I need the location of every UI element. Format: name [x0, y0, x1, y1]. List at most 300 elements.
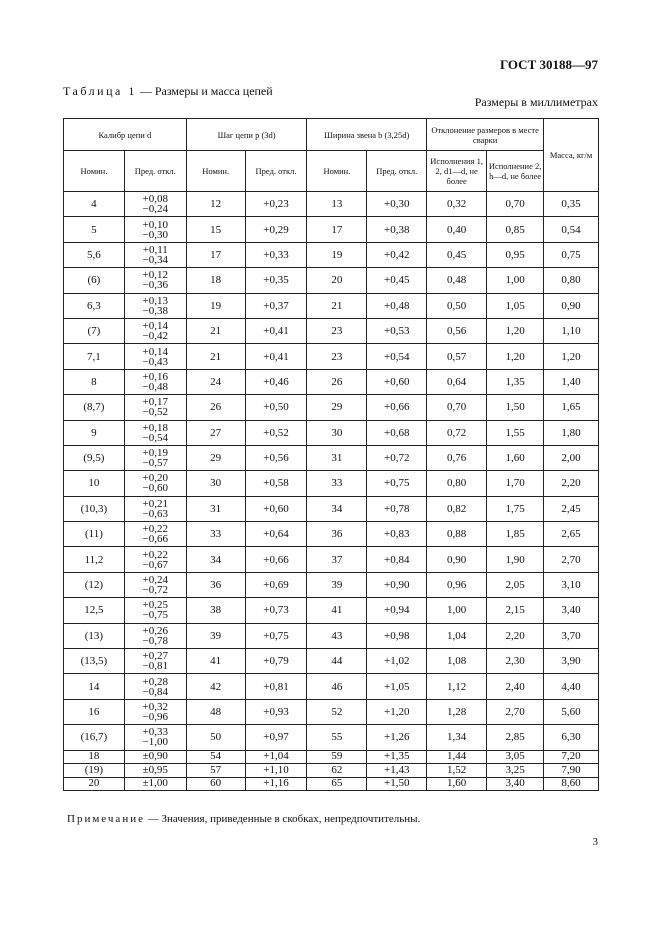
- lower-tolerance: −0,60: [142, 482, 169, 495]
- header-deviation: Отклонение размеров в месте сварки: [427, 119, 544, 151]
- table-cell: 0,72: [427, 420, 487, 445]
- table-cell: 37: [307, 547, 367, 572]
- lower-tolerance: −0,96: [142, 711, 169, 723]
- table-cell: +0,64: [245, 522, 307, 547]
- lower-tolerance: −0,38: [142, 304, 169, 317]
- header-exec1: Исполнения 1, 2, d1—d, не более: [427, 151, 487, 192]
- upper-tolerance: +0,21: [142, 497, 169, 510]
- table-cell: 43: [307, 623, 367, 648]
- table-cell: +0,41: [245, 318, 307, 343]
- table-cell: (11): [64, 522, 125, 547]
- table-cell: 4: [64, 192, 125, 217]
- table-cell: 48: [186, 699, 245, 724]
- table-cell: 2,00: [544, 445, 599, 470]
- upper-tolerance: +0,27: [142, 650, 169, 663]
- table-cell: 2,40: [487, 674, 544, 699]
- table-row: [64, 496, 599, 521]
- lower-tolerance: −0,67: [142, 558, 169, 571]
- table-cell: 42: [186, 674, 245, 699]
- table-cell: 0,82: [427, 496, 487, 521]
- lower-tolerance: −0,48: [142, 380, 169, 393]
- upper-tolerance: +0,22: [142, 523, 169, 536]
- table-cell: (13,5): [64, 649, 125, 674]
- upper-tolerance: +0,16: [142, 370, 169, 383]
- table-cell: +0,42: [367, 242, 427, 267]
- table-cell: 1,85: [487, 522, 544, 547]
- table-cell: 3,10: [544, 572, 599, 597]
- upper-tolerance: +0,26: [142, 624, 169, 637]
- table-cell: +0,30: [367, 192, 427, 217]
- table-row: [64, 750, 599, 764]
- table-row: [64, 268, 599, 293]
- table-cell: 33: [186, 522, 245, 547]
- table-cell: 1,00: [487, 268, 544, 293]
- table-cell: 52: [307, 699, 367, 724]
- upper-tolerance: +0,25: [142, 599, 169, 612]
- table-cell: (8,7): [64, 395, 125, 420]
- table-cell: +0,35: [245, 268, 307, 293]
- tolerance-cell: [124, 217, 186, 242]
- table-cell: 0,40: [427, 217, 487, 242]
- table-cell: 0,70: [487, 192, 544, 217]
- table-cell: 0,88: [427, 522, 487, 547]
- table-row: [64, 725, 599, 750]
- table-cell: +1,04: [245, 750, 307, 764]
- upper-tolerance: +0,11: [142, 243, 168, 256]
- table-cell: 0,76: [427, 445, 487, 470]
- table-cell: +0,54: [367, 344, 427, 369]
- table-cell: 0,57: [427, 344, 487, 369]
- table-cell: 1,70: [487, 471, 544, 496]
- table-cell: 3,40: [487, 777, 544, 791]
- table-cell: (12): [64, 572, 125, 597]
- table-cell: +0,37: [245, 293, 307, 318]
- header-pitch: Шаг цепи p (3d): [186, 119, 307, 151]
- table-cell: 1,20: [487, 344, 544, 369]
- table-cell: 7,20: [544, 750, 599, 764]
- table-cell: 2,45: [544, 496, 599, 521]
- table-cell: 10: [64, 471, 125, 496]
- table-cell: 1,04: [427, 623, 487, 648]
- table-cell: ±0,95: [124, 764, 186, 778]
- table-cell: +1,16: [245, 777, 307, 791]
- table-cell: 39: [307, 572, 367, 597]
- upper-tolerance: +0,33: [142, 726, 169, 739]
- table-row: [64, 674, 599, 699]
- table-row: [64, 547, 599, 572]
- table-cell: 5,6: [64, 242, 125, 267]
- table-cell: 1,20: [487, 318, 544, 343]
- table-cell: +1,10: [245, 764, 307, 778]
- table-cell: 0,48: [427, 268, 487, 293]
- lower-tolerance: −0,81: [142, 660, 169, 673]
- table-cell: 1,28: [427, 699, 487, 724]
- table-cell: 2,30: [487, 649, 544, 674]
- table-cell: 0,90: [544, 293, 599, 318]
- header-nom: Номин.: [186, 151, 245, 192]
- table-cell: 41: [307, 598, 367, 623]
- table-row: [64, 777, 599, 791]
- tolerance-cell: [124, 572, 186, 597]
- table-cell: 33: [307, 471, 367, 496]
- table-cell: +0,56: [245, 445, 307, 470]
- header-tol: Пред. откл.: [245, 151, 307, 192]
- tolerance-cell: [124, 268, 186, 293]
- note-prefix: Примечание: [67, 813, 145, 825]
- table-cell: 1,40: [544, 369, 599, 394]
- table-cell: 1,00: [427, 598, 487, 623]
- table-cell: 2,05: [487, 572, 544, 597]
- table-cell: 36: [186, 572, 245, 597]
- table-cell: 1,80: [544, 420, 599, 445]
- tolerance-cell: [124, 293, 186, 318]
- table-cell: 2,20: [544, 471, 599, 496]
- table-cell: 36: [307, 522, 367, 547]
- table-cell: +0,93: [245, 699, 307, 724]
- table-cell: +0,69: [245, 572, 307, 597]
- table-cell: +0,60: [245, 496, 307, 521]
- table-caption-prefix: Таблица 1: [63, 84, 137, 98]
- table-cell: 21: [307, 293, 367, 318]
- table-cell: 31: [186, 496, 245, 521]
- table-cell: 60: [186, 777, 245, 791]
- units-note: Размеры в миллиметрах: [474, 95, 598, 109]
- table-row: [64, 623, 599, 648]
- table-cell: 12: [186, 192, 245, 217]
- lower-tolerance: −0,75: [142, 609, 169, 622]
- table-cell: 12,5: [64, 598, 125, 623]
- table-cell: 39: [186, 623, 245, 648]
- table-row: [64, 764, 599, 778]
- header-tol: Пред. откл.: [124, 151, 186, 192]
- table-cell: 13: [307, 192, 367, 217]
- table-cell: 1,50: [487, 395, 544, 420]
- lower-tolerance: −0,24: [142, 203, 169, 216]
- table-row: [64, 395, 599, 420]
- table-cell: 26: [307, 369, 367, 394]
- table-cell: 1,75: [487, 496, 544, 521]
- table-cell: 65: [307, 777, 367, 791]
- table-cell: 44: [307, 649, 367, 674]
- table-cell: 46: [307, 674, 367, 699]
- table-cell: 1,34: [427, 725, 487, 750]
- upper-tolerance: +0,19: [142, 447, 169, 460]
- table-cell: 2,15: [487, 598, 544, 623]
- header-caliber: Калибр цепи d: [64, 119, 187, 151]
- upper-tolerance: +0,24: [142, 574, 169, 587]
- table-cell: 17: [186, 242, 245, 267]
- table-cell: +0,75: [367, 471, 427, 496]
- table-cell: 21: [186, 318, 245, 343]
- upper-tolerance: +0,22: [142, 548, 169, 561]
- table-cell: +0,84: [367, 547, 427, 572]
- table-cell: 19: [186, 293, 245, 318]
- lower-tolerance: −0,57: [142, 457, 169, 470]
- tolerance-cell: [124, 623, 186, 648]
- table-cell: 18: [186, 268, 245, 293]
- table-cell: +0,83: [367, 522, 427, 547]
- table-cell: +0,90: [367, 572, 427, 597]
- tolerance-cell: [124, 192, 186, 217]
- upper-tolerance: +0,18: [142, 421, 169, 434]
- table-cell: 29: [186, 445, 245, 470]
- table-cell: 24: [186, 369, 245, 394]
- table-cell: +1,50: [367, 777, 427, 791]
- table-cell: +0,68: [367, 420, 427, 445]
- table-cell: 1,05: [487, 293, 544, 318]
- tolerance-cell: [124, 471, 186, 496]
- table-cell: 20: [64, 777, 125, 791]
- table-cell: 27: [186, 420, 245, 445]
- table-cell: 0,95: [487, 242, 544, 267]
- lower-tolerance: −0,72: [142, 584, 169, 597]
- table-cell: +0,60: [367, 369, 427, 394]
- tolerance-cell: [124, 699, 186, 724]
- tolerance-cell: [124, 395, 186, 420]
- table-cell: 7,90: [544, 764, 599, 778]
- tolerance-cell: [124, 369, 186, 394]
- table-cell: 1,60: [427, 777, 487, 791]
- table-row: [64, 217, 599, 242]
- table-cell: 15: [186, 217, 245, 242]
- table-cell: 1,90: [487, 547, 544, 572]
- table-cell: 5: [64, 217, 125, 242]
- table-row: [64, 242, 599, 267]
- table-cell: +0,58: [245, 471, 307, 496]
- table-cell: +1,26: [367, 725, 427, 750]
- table-row: [64, 293, 599, 318]
- table-cell: 6,30: [544, 725, 599, 750]
- table-cell: 1,12: [427, 674, 487, 699]
- table-cell: +0,98: [367, 623, 427, 648]
- table-caption: [63, 84, 273, 99]
- upper-tolerance: +0,20: [142, 472, 169, 485]
- table-cell: +0,66: [245, 547, 307, 572]
- table-cell: 2,20: [487, 623, 544, 648]
- upper-tolerance: +0,28: [142, 675, 169, 688]
- table-cell: 0,90: [427, 547, 487, 572]
- table-cell: 1,08: [427, 649, 487, 674]
- table-cell: 3,40: [544, 598, 599, 623]
- upper-tolerance: +0,17: [142, 396, 169, 409]
- table-cell: 9: [64, 420, 125, 445]
- table-cell: (7): [64, 318, 125, 343]
- table-cell: +1,02: [367, 649, 427, 674]
- table-cell: 4,40: [544, 674, 599, 699]
- table-cell: 3,25: [487, 764, 544, 778]
- table-cell: 57: [186, 764, 245, 778]
- table-cell: 1,10: [544, 318, 599, 343]
- table-cell: ±0,90: [124, 750, 186, 764]
- table-cell: 1,20: [544, 344, 599, 369]
- table-cell: 2,65: [544, 522, 599, 547]
- table-cell: +0,52: [245, 420, 307, 445]
- table-cell: +0,53: [367, 318, 427, 343]
- lower-tolerance: −0,42: [142, 330, 169, 343]
- note-text: — Значения, приведенные в скобках, непредпочтительны.: [144, 813, 421, 825]
- table-row: [64, 598, 599, 623]
- lower-tolerance: −0,52: [142, 406, 169, 419]
- table-cell: +0,75: [245, 623, 307, 648]
- table-cell: 0,54: [544, 217, 599, 242]
- table-cell: 3,90: [544, 649, 599, 674]
- table-cell: 41: [186, 649, 245, 674]
- table-cell: 30: [186, 471, 245, 496]
- lower-tolerance: −0,30: [142, 228, 169, 241]
- table-cell: 0,80: [427, 471, 487, 496]
- table-cell: 0,56: [427, 318, 487, 343]
- table-cell: 14: [64, 674, 125, 699]
- table-cell: +0,73: [245, 598, 307, 623]
- table-cell: 23: [307, 318, 367, 343]
- table-cell: 1,44: [427, 750, 487, 764]
- lower-tolerance: −0,78: [142, 634, 169, 647]
- table-cell: +0,66: [367, 395, 427, 420]
- header-exec2: Исполнение 2, h—d, не более: [487, 151, 544, 192]
- tolerance-cell: [124, 318, 186, 343]
- table-cell: +1,20: [367, 699, 427, 724]
- lower-tolerance: −1,00: [142, 736, 169, 749]
- table-cell: 31: [307, 445, 367, 470]
- table-cell: +0,72: [367, 445, 427, 470]
- table-cell: +0,50: [245, 395, 307, 420]
- table-row: [64, 344, 599, 369]
- tolerance-cell: [124, 674, 186, 699]
- table-cell: 38: [186, 598, 245, 623]
- table-cell: +1,05: [367, 674, 427, 699]
- tolerance-cell: [124, 445, 186, 470]
- table-row: [64, 572, 599, 597]
- table-cell: ±1,00: [124, 777, 186, 791]
- table-cell: 16: [64, 699, 125, 724]
- table-cell: 1,35: [487, 369, 544, 394]
- table-cell: 6,3: [64, 293, 125, 318]
- table-cell: (10,3): [64, 496, 125, 521]
- table-cell: 34: [307, 496, 367, 521]
- table-cell: 0,70: [427, 395, 487, 420]
- tolerance-cell: [124, 598, 186, 623]
- table-cell: 34: [186, 547, 245, 572]
- table-cell: 5,60: [544, 699, 599, 724]
- table-cell: +0,23: [245, 192, 307, 217]
- table-cell: 1,60: [487, 445, 544, 470]
- table-cell: 3,70: [544, 623, 599, 648]
- table-cell: +1,43: [367, 764, 427, 778]
- table-cell: +0,48: [367, 293, 427, 318]
- table-cell: 2,85: [487, 725, 544, 750]
- upper-tolerance: +0,08: [142, 193, 169, 206]
- table-cell: 0,96: [427, 572, 487, 597]
- header-nom: Номин.: [307, 151, 367, 192]
- table-cell: 54: [186, 750, 245, 764]
- lower-tolerance: −0,43: [142, 355, 169, 368]
- table-cell: 50: [186, 725, 245, 750]
- table-row: [64, 649, 599, 674]
- table-cell: 21: [186, 344, 245, 369]
- table-cell: 55: [307, 725, 367, 750]
- tolerance-cell: [124, 344, 186, 369]
- tolerance-cell: [124, 242, 186, 267]
- table-cell: (9,5): [64, 445, 125, 470]
- lower-tolerance: −0,34: [142, 253, 169, 266]
- header-width: Ширина звена b (3,25d): [307, 119, 427, 151]
- header-mass: Масса, кг/м: [544, 119, 599, 192]
- table-cell: 30: [307, 420, 367, 445]
- table-cell: 1,55: [487, 420, 544, 445]
- table-cell: (6): [64, 268, 125, 293]
- page-number: 3: [592, 836, 598, 848]
- tolerance-cell: [124, 725, 186, 750]
- table-cell: 1,65: [544, 395, 599, 420]
- tolerance-cell: [124, 649, 186, 674]
- table-cell: (16,7): [64, 725, 125, 750]
- table-cell: 8: [64, 369, 125, 394]
- table-row: [64, 369, 599, 394]
- table-cell: 7,1: [64, 344, 125, 369]
- table-cell: 0,80: [544, 268, 599, 293]
- lower-tolerance: −0,54: [142, 431, 169, 444]
- table-cell: 11,2: [64, 547, 125, 572]
- table-cell: 17: [307, 217, 367, 242]
- header-tol: Пред. откл.: [367, 151, 427, 192]
- table-cell: +0,41: [245, 344, 307, 369]
- lower-tolerance: −0,36: [142, 279, 169, 292]
- table-cell: +0,79: [245, 649, 307, 674]
- table-cell: 29: [307, 395, 367, 420]
- standard-number: ГОСТ 30188—97: [499, 57, 598, 72]
- table-cell: 3,05: [487, 750, 544, 764]
- table-cell: +0,38: [367, 217, 427, 242]
- table-row: [64, 445, 599, 470]
- table-cell: 18: [64, 750, 125, 764]
- table-cell: 1,52: [427, 764, 487, 778]
- table-cell: 8,60: [544, 777, 599, 791]
- upper-tolerance: +0,10: [142, 218, 169, 231]
- table-cell: +0,45: [367, 268, 427, 293]
- table-cell: 0,32: [427, 192, 487, 217]
- table-cell: +0,97: [245, 725, 307, 750]
- table-cell: +0,33: [245, 242, 307, 267]
- table-row: [64, 318, 599, 343]
- table-cell: +0,78: [367, 496, 427, 521]
- upper-tolerance: +0,32: [142, 701, 169, 713]
- table-cell: 59: [307, 750, 367, 764]
- table-note: [63, 813, 599, 825]
- tolerance-cell: [124, 496, 186, 521]
- table-row: [64, 471, 599, 496]
- table-cell: 2,70: [544, 547, 599, 572]
- table-row: [64, 522, 599, 547]
- table-row: [64, 699, 599, 724]
- table-cell: +1,35: [367, 750, 427, 764]
- tolerance-cell: [124, 522, 186, 547]
- table-cell: 23: [307, 344, 367, 369]
- table-cell: 0,50: [427, 293, 487, 318]
- upper-tolerance: +0,13: [142, 294, 169, 307]
- table-cell: 2,70: [487, 699, 544, 724]
- table-cell: (19): [64, 764, 125, 778]
- table-cell: (13): [64, 623, 125, 648]
- table-cell: 62: [307, 764, 367, 778]
- table-row: [64, 420, 599, 445]
- table-cell: 0,35: [544, 192, 599, 217]
- table-cell: +0,81: [245, 674, 307, 699]
- table-cell: +0,29: [245, 217, 307, 242]
- table-cell: 0,75: [544, 242, 599, 267]
- chain-dimensions-table: [63, 118, 599, 791]
- lower-tolerance: −0,84: [142, 685, 169, 698]
- table-cell: 0,85: [487, 217, 544, 242]
